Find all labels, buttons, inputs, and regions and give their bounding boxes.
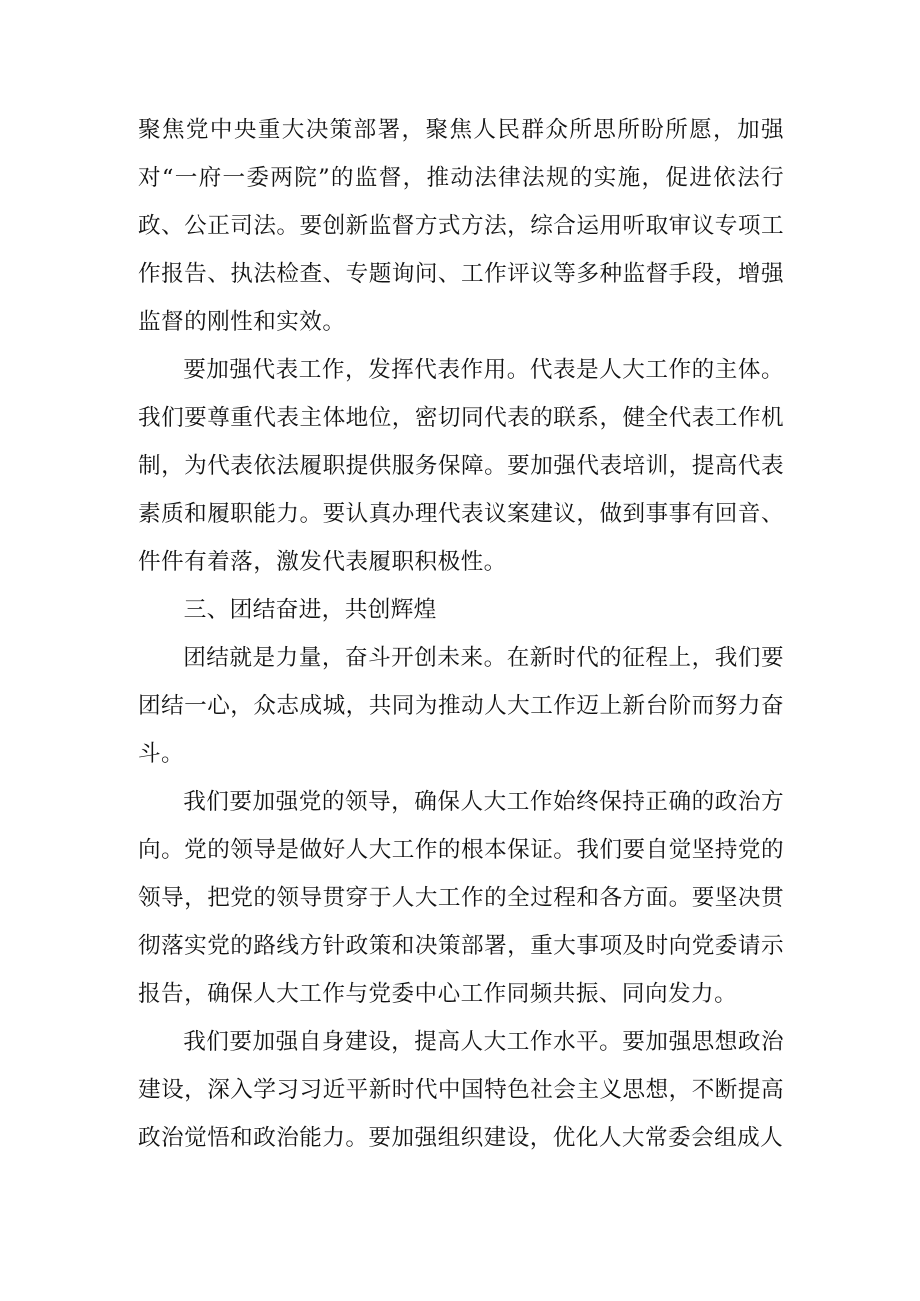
paragraph-self-building: 我们要加强自身建设，提高人大工作水平。要加强思想政治建设，深入学习习近平新时代中国特色社会主义思想，不断提高政治觉悟和政治能力。要加强组织建设，优化人大常委会组成人 xyxy=(138,1029,784,1151)
paragraph-representative-work: 要加强代表工作，发挥代表作用。代表是人大工作的主体。我们要尊重代表主体地位，密切同代表的联系，健全代表工作机制，为代表依法履职提供服务保障。要加强代表培训，提高代表素质和履职能力。要认真办理代表议案建议，做到事事有回音、件件有着落，激发代表履职积极性。 xyxy=(138,357,784,575)
paragraph-party-leadership: 我们要加强党的领导，确保人大工作始终保持正确的政治方向。党的领导是做好人大工作的根本保证。我们要自觉坚持党的领导，把党的领导贯穿于人大工作的全过程和各方面。要坚决贯彻落实党的路线方针政策和决策部署，重大事项及时向党委请示报告，确保人大工作与党委中心工作同频共振、同向发力。 xyxy=(138,789,784,1007)
paragraph-unity-intro: 团结就是力量，奋斗开创未来。在新时代的征程上，我们要团结一心，众志成城，共同为推动人大工作迈上新台阶而努力奋斗。 xyxy=(138,645,784,767)
paragraph-continuation: 聚焦党中央重大决策部署，聚焦人民群众所思所盼所愿，加强对“一府一委两院”的监督，推动法律法规的实施，促进依法行政、公正司法。要创新监督方式方法，综合运用听取审议专项工作报告、执法检查、专题询问、工作评议等多种监督手段，增强监督的刚性和实效。 xyxy=(138,117,784,335)
document-body xyxy=(138,106,784,1162)
section-heading-three: 三、团结奋进，共创辉煌 xyxy=(183,597,437,623)
